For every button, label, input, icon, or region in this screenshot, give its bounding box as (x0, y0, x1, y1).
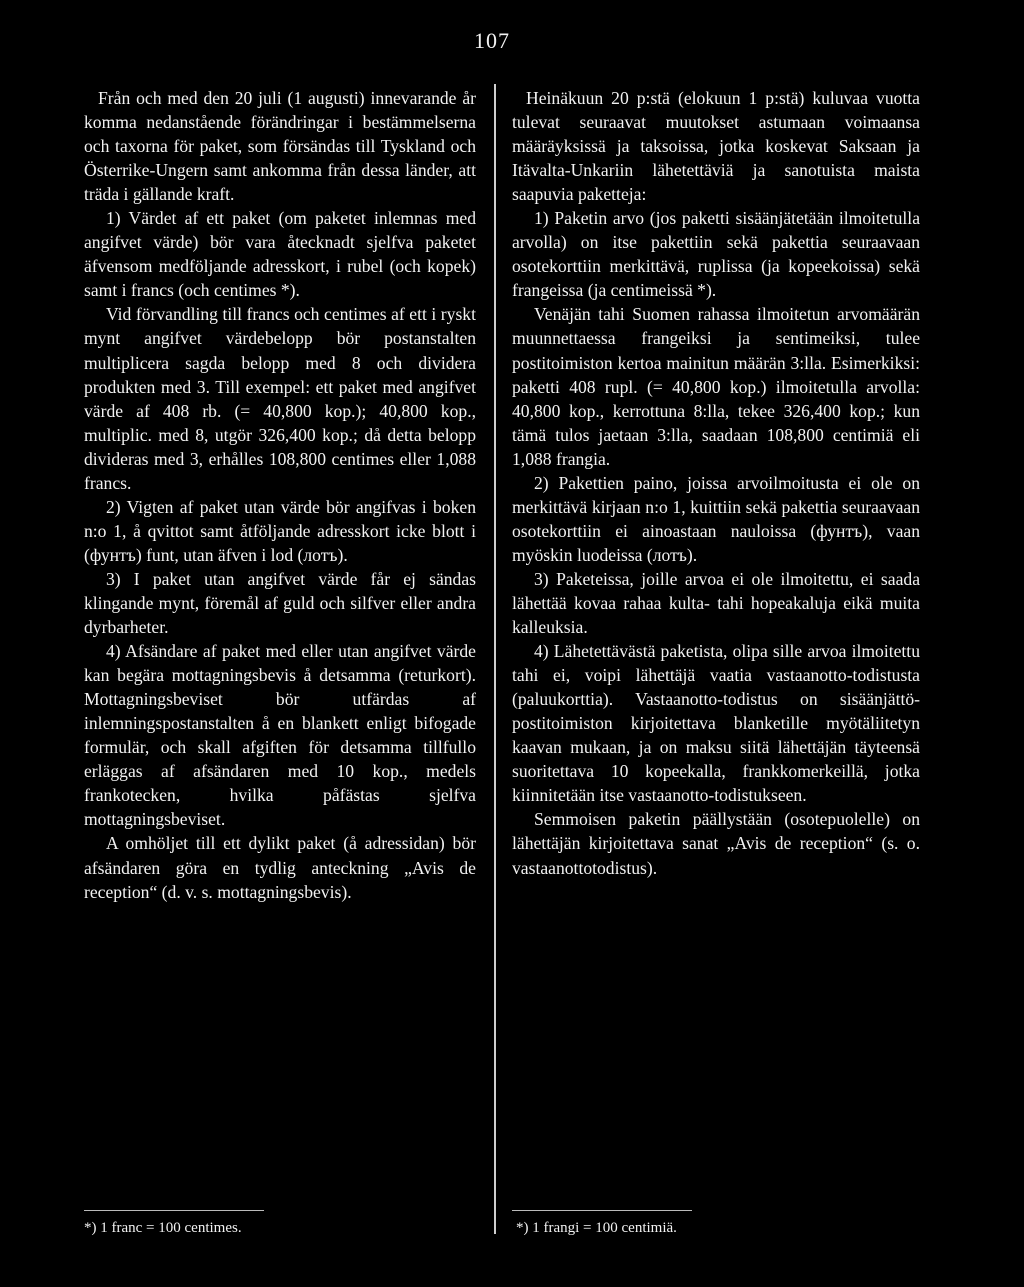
page-number: 107 (474, 28, 510, 53)
paragraph: 4) Afsändare af paket med eller utan angifvet värde kan begära mottagningsbevis å detsamma (returkort). Mottagningsbeviset bör utfärdas af inlemningspostanstalten å en blankett enligt bifogade formulär, och skall afgiften för detsamma tillfullo erläggas af afsändaren med 10 kop., medels frankotecken, hvilka påfästas sjelfva mottagningsbeviset. (84, 641, 476, 830)
paragraph: 1) Värdet af ett paket (om paketet inlemnas med angifvet värde) bör vara åtecknadt sjelfva paketet äfvensom medföljande adresskort, i rubel (och kopek) samt i francs (och centimes *). (84, 208, 476, 301)
paragraph: Heinäkuun 20 p:stä (elokuun 1 p:stä) kuluvaa vuotta tulevat seuraavat muutokset astumaan voimaansa määräyksissä ja taksoissa, jotka koskevat Saksaan ja Itävalta-Unkariin lähetettäviä ja sanotuista maista saapuvia paketteja: (512, 88, 920, 205)
column-divider (494, 84, 496, 1234)
paragraph: 3) I paket utan angifvet värde får ej sändas klingande mynt, föremål af guld och silfver eller andra dyrbarheter. (84, 568, 476, 638)
paragraph: 4) Lähetettävästä paketista, olipa sille arvoa ilmoitettu tahi ei, voipi lähettäjä vaatia vastaanotto-todistusta (paluukorttia). Vastaanotto-todistus on sisäänjättö-postitoimiston kirjoitettava blanketille myötäliitetyn kaavan mukaan, ja on maksu siitä lähettäjän täyteensä suoritettava 10 kopeekalla, frankkomerkeillä, jotka kiinnitetään itse vastaanotto-todistukseen. (512, 641, 920, 806)
swedish-column (84, 86, 476, 904)
paragraph: 2) Vigten af paket utan värde bör angifvas i boken n:o 1, å qvittot samt åtföljande adresskort icke blott i (фунтъ) funt, utan äfven i lod (лотъ). (84, 496, 476, 565)
finnish-column (512, 86, 920, 880)
footnote-finnish: *) 1 frangi = 100 centimiä. (516, 1220, 677, 1236)
paragraph: Venäjän tahi Suomen rahassa ilmoitetun arvomäärän muunnettaessa frangeiksi ja sentimeiksi, tulee postitoimiston kertoa mainitun määrän 3:lla. Esimerkiksi: paketti 408 rupl. (= 40,800 kop.) ilmoitetulla arvolla: 40,800 kop., kerrottuna 8:lla, tekee 326,400 kop.; kun tämä tulos jaetaan 3:lla, saadaan 108,800 centimiä eli 1,088 frangia. (512, 304, 920, 469)
paragraph: 3) Paketeissa, joille arvoa ei ole ilmoitettu, ei saada lähettää kovaa rahaa kulta- tahi hopeakaluja eikä muita kalleuksia. (512, 568, 920, 638)
footnote-swedish: *) 1 franc = 100 centimes. (84, 1220, 242, 1236)
paragraph: Vid förvandling till francs och centimes af ett i ryskt mynt angifvet värdebelopp bör postanstalten multiplicera sagda belopp med 8 och dividera produkten med 3. Till exempel: ett paket med angifvet värde af 408 rb. (= 40,800 kop.); 40,800 kop., multiplic. med 8, utgör 326,400 kop.; då detta belopp divideras med 3, erhålles 108,800 centimes eller 1,088 francs. (84, 304, 476, 493)
footnote-rule (84, 1210, 264, 1211)
paragraph: Semmoisen paketin päällystään (osotepuolelle) on lähettäjän kirjoitettava sanat „Avis de reception“ (s. o. vastaanottotodistus). (512, 809, 920, 878)
paragraph: 2) Pakettien paino, joissa arvoilmoitusta ei ole on merkittävä kirjaan n:o 1, kuittiin sekä pakettia seuraavaan osotekorttiin ei ainoastaan nauloissa (фунтъ), vaan myöskin luodeissa (лотъ). (512, 472, 920, 565)
paragraph: A omhöljet till ett dylikt paket (å adressidan) bör afsändaren göra en tydlig anteckning „Avis de reception“ (d. v. s. mottagningsbevis). (84, 833, 476, 902)
footnote-rule (512, 1210, 692, 1211)
paragraph: Från och med den 20 juli (1 augusti) innevarande år komma nedanstående förändringar i bestämmelserna och taxorna för paket, som försändas till Tyskland och Österrike-Ungern samt ankomma från dessa länder, att träda i gällande kraft. (84, 88, 476, 205)
paragraph: 1) Paketin arvo (jos paketti sisäänjätetään ilmoitetulla arvolla) on itse pakettiin sekä pakettia seuraavaan osotekorttiin merkittävä, ruplissa (ja kopeekoissa) sekä frangeissa (ja centimeissä *). (512, 208, 920, 301)
